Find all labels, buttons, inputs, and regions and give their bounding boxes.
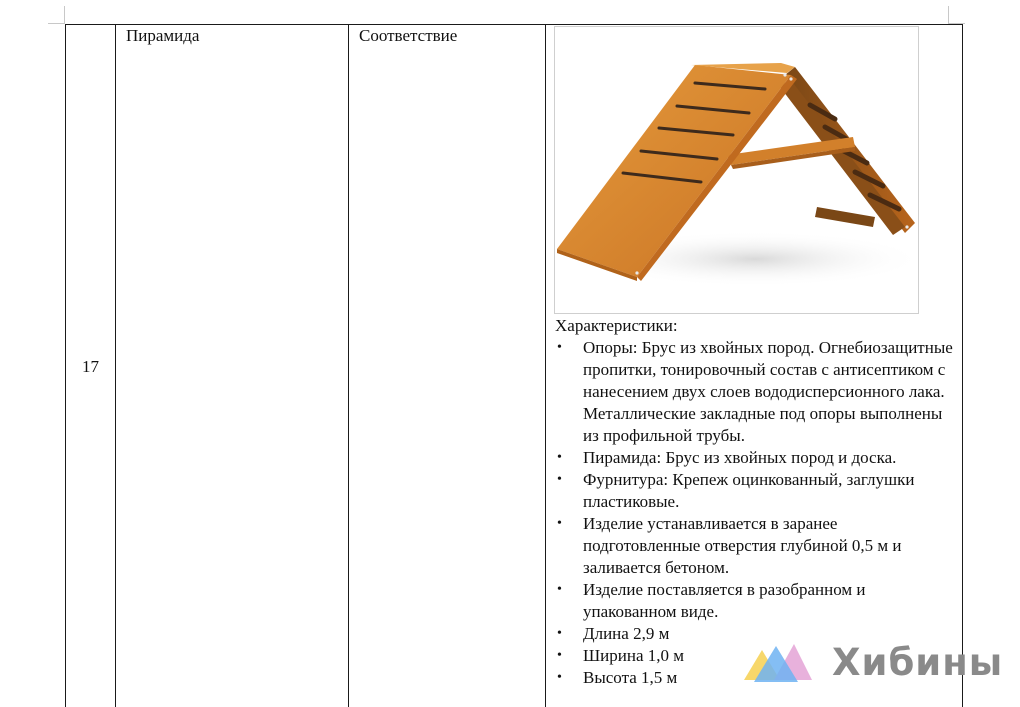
row-number: 17	[82, 357, 99, 376]
list-item-text: Высота 1,5 м	[583, 668, 678, 687]
watermark-text: Хибины	[832, 641, 1004, 684]
bullet-icon: •	[557, 626, 562, 641]
list-item	[555, 337, 955, 447]
table-column-divider	[348, 24, 349, 707]
list-item	[555, 579, 955, 623]
list-item-text: Изделие поставляется в разобранном и упакованном виде.	[583, 580, 866, 621]
table-column-divider	[545, 24, 546, 707]
list-item-text: Пирамида: Брус из хвойных пород и доска.	[583, 448, 897, 467]
list-item	[555, 513, 955, 579]
table-column-divider	[115, 24, 116, 707]
characteristics-list	[555, 337, 955, 689]
bullet-icon: •	[557, 472, 562, 487]
item-name: Пирамида	[126, 26, 200, 45]
bullet-icon: •	[557, 450, 562, 465]
characteristics-title: Характеристики:	[555, 316, 678, 335]
list-item-text: Изделие устанавливается в заранее подготовленные отверстия глубиной 0,5 м и заливается бетоном.	[583, 514, 902, 577]
list-item-text: Опоры: Брус из хвойных пород. Огнебиозащитные пропитки, тонировочный состав с антисептиком с нанесением двух слоев вододисперсионного лака. Металлические закладные под опоры выполнены из профильной трубы.	[583, 338, 953, 445]
bullet-icon: •	[557, 582, 562, 597]
list-item-text: Фурнитура: Крепеж оцинкованный, заглушки пластиковые.	[583, 470, 915, 511]
page-corner-mark	[948, 6, 949, 24]
bullet-icon: •	[557, 340, 562, 355]
compliance-status: Соответствие	[359, 26, 458, 45]
list-item-text: Длина 2,9 м	[583, 624, 670, 643]
page-corner-mark	[48, 23, 65, 24]
list-item	[555, 447, 955, 469]
bullet-icon: •	[557, 648, 562, 663]
table-top-border	[65, 24, 963, 25]
page-corner-mark	[64, 6, 65, 24]
list-item	[555, 469, 955, 513]
mountains-logo-icon	[744, 640, 814, 686]
product-photo	[554, 26, 919, 314]
bullet-icon: •	[557, 670, 562, 685]
list-item-text: Ширина 1,0 м	[583, 646, 684, 665]
table-border	[962, 24, 963, 707]
bullet-icon: •	[557, 516, 562, 531]
